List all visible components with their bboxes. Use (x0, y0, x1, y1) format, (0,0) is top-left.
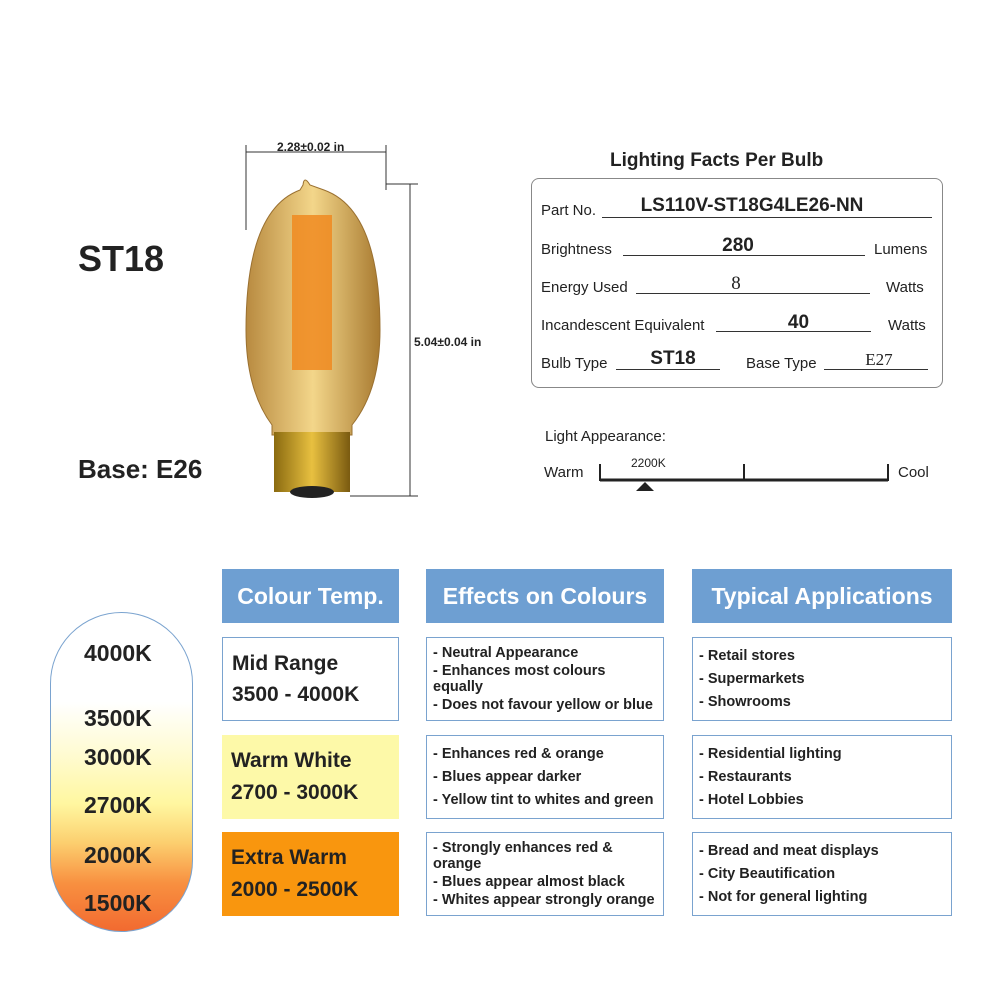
bulb-base (274, 432, 350, 492)
energy-value: 8 (731, 273, 741, 294)
applications-cell (692, 832, 952, 916)
effects-cell (426, 637, 664, 721)
header-effects: Effects on Colours (426, 569, 664, 623)
warm-label: Warm (544, 464, 584, 481)
temp-range: 2700 - 3000K (231, 781, 359, 804)
row-extra-warm (222, 832, 399, 916)
temp-name: Warm White (231, 749, 352, 772)
incandescent-value: 40 (787, 312, 810, 333)
temp-name: Mid Range (232, 651, 339, 675)
bulb-type-value: ST18 (650, 348, 696, 369)
list-item: - Retail stores (699, 647, 795, 664)
incandescent-label: Incandescent Equivalent (541, 317, 705, 334)
base-type-value: E27 (865, 350, 893, 369)
temp-range: 2000 - 2500K (231, 878, 359, 901)
list-item: - Showrooms (699, 694, 791, 711)
width-label: 2.28±0.02 in (277, 140, 345, 154)
temp-range: 3500 - 4000K (232, 682, 360, 706)
row-mid-range (222, 637, 399, 721)
list-item: - Neutral Appearance (433, 645, 579, 661)
bulb-type-label: Bulb Type (541, 355, 608, 372)
list-item: - Blues appear almost black (433, 874, 625, 890)
list-item: - Strongly enhances red & orange (433, 840, 613, 872)
marker-triangle-icon (636, 482, 654, 491)
header-applications: Typical Applications (692, 569, 952, 623)
scale-label: 2700K (84, 792, 152, 818)
scale-label: 2000K (84, 842, 152, 868)
list-item: - Supermarkets (699, 670, 805, 687)
list-item: - Yellow tint to whites and green (433, 792, 654, 809)
bulb-diagram (240, 140, 420, 510)
marker-label: 2200K (631, 456, 666, 470)
height-label: 5.04±0.04 in (414, 335, 482, 349)
brightness-value: 280 (722, 235, 754, 256)
energy-label: Energy Used (541, 279, 628, 296)
scale-label: 3000K (84, 744, 152, 770)
list-item: - Bread and meat displays (699, 842, 879, 859)
list-item: - Whites appear strongly orange (433, 892, 655, 908)
base-label: Base: E26 (78, 454, 203, 484)
applications-cell (692, 637, 952, 721)
effects-cell (426, 735, 664, 819)
incandescent-unit: Watts (888, 317, 926, 334)
filament (292, 215, 332, 370)
scale-label: 1500K (84, 890, 152, 916)
temp-name: Extra Warm (231, 846, 347, 869)
part-label: Part No. (541, 202, 597, 219)
brightness-unit: Lumens (874, 241, 928, 258)
brightness-label: Brightness (541, 241, 612, 258)
scale-label: 3500K (84, 705, 152, 731)
list-item: - Enhances red & orange (433, 745, 604, 762)
model-label: ST18 (78, 238, 165, 279)
list-item: - Residential lighting (699, 745, 842, 762)
list-item: - Hotel Lobbies (699, 792, 804, 809)
list-item: - Does not favour yellow or blue (433, 697, 653, 713)
base-type-label: Base Type (746, 355, 817, 372)
cool-label: Cool (898, 464, 929, 481)
appearance-title: Light Appearance: (545, 428, 666, 445)
list-item: - Blues appear darker (433, 768, 582, 785)
lighting-facts-title: Lighting Facts Per Bulb (610, 150, 824, 171)
row-warm-white (222, 735, 399, 819)
applications-cell (692, 735, 952, 819)
energy-unit: Watts (886, 279, 924, 296)
list-item: - Not for general lighting (699, 889, 868, 906)
list-item: - Enhances most colours equally (433, 663, 606, 695)
part-value: LS110V-ST18G4LE26-NN (640, 195, 864, 216)
header-colour-temp: Colour Temp. (222, 569, 399, 623)
list-item: - Restaurants (699, 768, 792, 785)
effects-cell (426, 832, 664, 916)
scale-label: 4000K (84, 640, 152, 666)
appearance-scale (598, 460, 892, 494)
list-item: - City Beautification (699, 865, 836, 882)
